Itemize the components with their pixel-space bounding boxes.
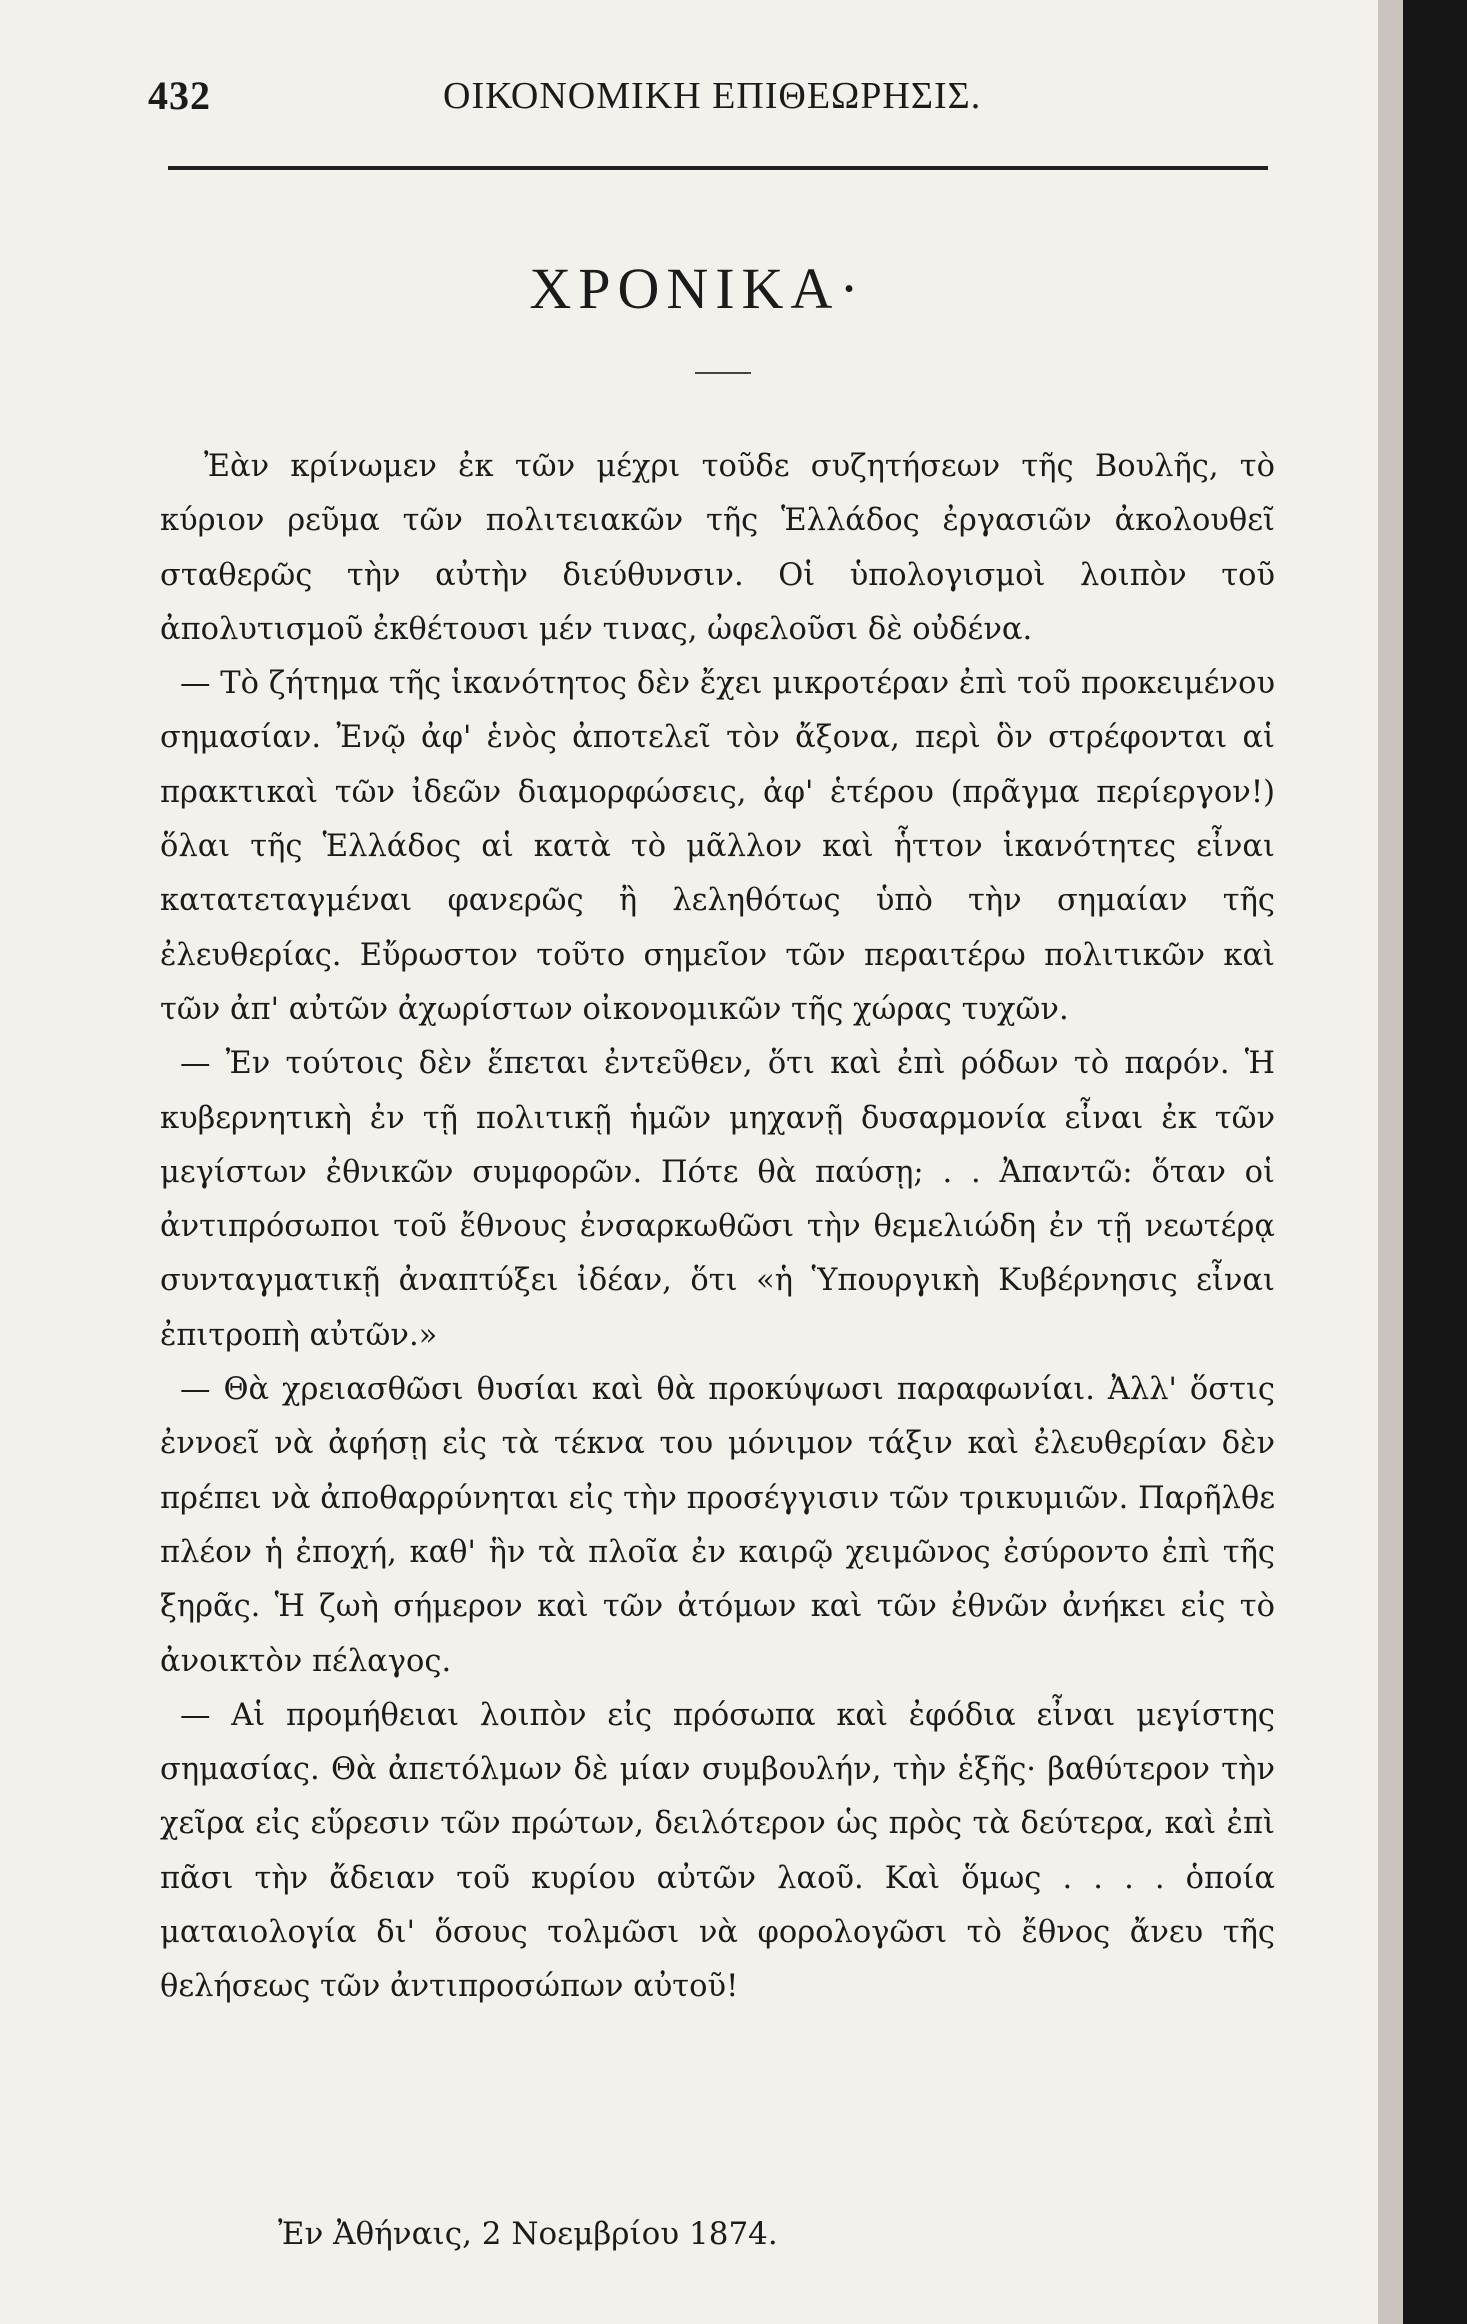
running-title: ΟΙΚΟΝΟΜΙΚΗ ΕΠΙΘΕΩΡΗΣΙΣ. — [443, 75, 982, 117]
paragraph-4: — Θὰ χρειασθῶσι θυσίαι καὶ θὰ προκύψωσι παραφωνίαι. Ἀλλ' ὅστις ἐννοεῖ νὰ ἀφήσῃ εἰς τὰ τέκνα του μόνιμον τάξιν καὶ ἐλευθερίαν δὲν πρέπει νὰ ἀποθαρρύνηται εἰς τὴν προσέγγισιν τῶν τρικυμιῶν. Παρῆλθε πλέον ἡ ἐποχή, καθ' ἣν τὰ πλοῖα ἐν καιρῷ χειμῶνος ἐσύροντο ἐπὶ τῆς ξηρᾶς. Ἡ ζωὴ σήμερον καὶ τῶν ἀτόμων καὶ τῶν ἐθνῶν ἀνήκει εἰς τὸ ἀνοικτὸν πέλαγος. — [160, 1372, 1275, 1679]
header-rule — [168, 166, 1268, 170]
paragraph-3: — Ἐν τούτοις δὲν ἕπεται ἐντεῦθεν, ὅτι καὶ ἐπὶ ρόδων τὸ παρόν. Ἡ κυβερνητικὴ ἐν τῇ πολιτικῇ ἡμῶν μηχανῇ δυσαρμονία εἶναι ἐκ τῶν μεγίστων ἐθνικῶν συμφορῶν. Πότε θὰ παύσῃ; . . Ἀπαντῶ: ὅταν οἱ ἀντιπρόσωποι τοῦ ἔθνους ἐνσαρκωθῶσι τὴν θεμελιώδη ἐν τῇ νεωτέρᾳ συνταγματικῇ ἀναπτύξει ἰδέαν, ὅτι «ἡ Ὑπουργικὴ Κυβέρνησις εἶναι ἐπιτροπὴ αὐτῶν.» — [160, 1046, 1275, 1353]
page-number: 432 — [148, 73, 211, 118]
article-body — [160, 440, 1275, 2015]
section-title: ΧΡΟΝΙΚΑ· — [529, 256, 866, 321]
page-header — [148, 72, 1268, 132]
book-binding-edge — [1403, 0, 1467, 2324]
paragraph-5: — Αἱ προμήθειαι λοιπὸν εἰς πρόσωπα καὶ ἐφόδια εἶναι μεγίστης σημασίας. Θὰ ἀπετόλμων δὲ μίαν συμβουλήν, τὴν ἑξῆς· βαθύτερον τὴν χεῖρα εἰς εὕρεσιν τῶν πρώτων, δειλότερον ὡς πρὸς τὰ δεύτερα, καὶ ἐπὶ πᾶσι τὴν ἄδειαν τοῦ κυρίου αὐτῶν λαοῦ. Καὶ ὅμως . . . . ὁποία ματαιολογία δι' ὅσους τολμῶσι νὰ φορολογῶσι τὸ ἔθνος ἄνευ τῆς θελήσεως τῶν ἀντιπροσώπων αὐτοῦ! — [160, 1697, 1275, 2005]
paragraph-2: — Τὸ ζήτημα τῆς ἱκανότητος δὲν ἔχει μικροτέραν ἐπὶ τοῦ προκειμένου σημασίαν. Ἐνῷ ἀφ' ἑνὸς ἀποτελεῖ τὸν ἄξονα, περὶ ὃν στρέφονται αἱ πρακτικαὶ τῶν ἰδεῶν διαμορφώσεις, ἀφ' ἑτέρου (πρᾶγμα περίεργον!) ὅλαι τῆς Ἑλλάδος αἱ κατὰ τὸ μᾶλλον καὶ ἧττον ἱκανότητες εἶναι κατατεταγμέναι φανερῶς ἢ λεληθότως ὑπὸ τὴν σημαίαν τῆς ἐλευθερίας. Εὔρωστον τοῦτο σημεῖον τῶν περαιτέρω πολιτικῶν καὶ τῶν ἀπ' αὐτῶν ἀχωρίστων οἰκονομικῶν τῆς χώρας τυχῶν. — [160, 666, 1275, 1027]
paragraph-1: Ἐὰν κρίνωμεν ἐκ τῶν μέχρι τοῦδε συζητήσεων τῆς Βουλῆς, τὸ κύριον ρεῦμα τῶν πολιτειακῶν τῆς Ἑλλάδος ἐργασιῶν ἀκολουθεῖ σταθερῶς τὴν αὐτὴν διεύθυνσιν. Οἱ ὑπολογισμοὶ λοιπὸν τοῦ ἀπολυτισμοῦ ἐκθέτουσι μέν τινας, ὠφελοῦσι δὲ οὐδένα. — [160, 449, 1275, 647]
page-gutter-shadow — [1378, 0, 1403, 2324]
title-dash — [695, 372, 751, 374]
dateline-signature: Ἐν Ἀθήναις, 2 Νοεμβρίου 1874. — [278, 2216, 778, 2252]
